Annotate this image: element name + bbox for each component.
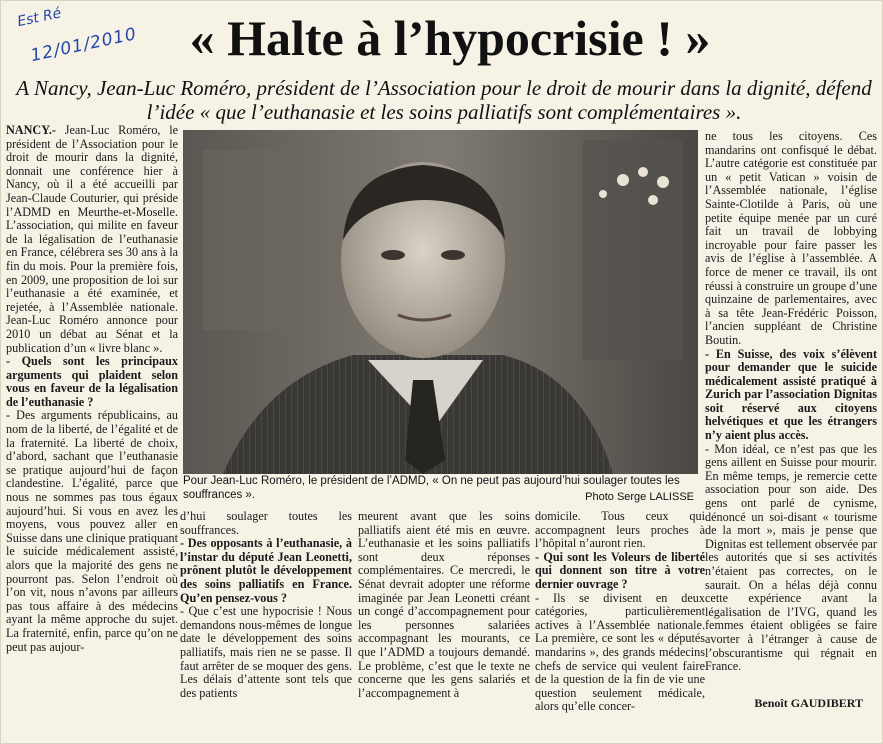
intro-text: Jean-Luc Roméro, le président de l’Association pour le droit de mourir dans la dignité, donnait une conférence hier à Nancy, où il a été accueilli par Jean-Claude Couturier, qui préside l’ADMD en Meurthe-et-Moselle. L’association, qui milite en faveur de la légalisation de l’euthanasie en France, célébrera ses 30 ans à la fin du mois. Pour la première fois, en 2009, une proposition de loi sur l’euthanasie a été examinée, et rejetée, à l’Assemblée nationale. Jean-Luc Roméro annonce pour 2010 un débat au Sénat et la publication d’un « livre blanc ». xyxy=(6,124,178,355)
dateline: NANCY.- xyxy=(6,124,56,137)
interview-answer: d’hui soulager toutes les souffrances. xyxy=(180,510,352,537)
article-column-1 xyxy=(6,124,178,724)
interview-answer: - Que c’est une hypocrisie ! Nous demandons nous-mêmes de longue date le développement des soins palliatifs, mais rien ne se passe. Il faut arrêter de se moquer des gens. Les délais d’attente sont tels que des patients xyxy=(180,604,352,700)
lead-paragraph: A Nancy, Jean-Luc Roméro, président de l’Association pour le droit de mourir dans la dignité, défend l’idée « que l’euthanasie et les soins palliatifs sont complémentaires ». xyxy=(16,76,872,124)
interview-question: - En Suisse, des voix s’élèvent pour demander que le suicide médicalement assisté pratiqué à Zurich par l’association Dignitas soit réservé aux citoyens helvétiques et que les étrangers n’y aient plus accès. xyxy=(705,346,877,443)
interview-answer: - Mon idéal, ce n’est pas que les gens aillent en Suisse pour mourir. En même temps, je remercie cette association pour son aide. Des gens ont parlé de cynisme, dénoncé un soi-disant « tourisme de la mort », mais je pense que Dignitas est tellement observée par les autorités que si ses activités n’étaient pas correctes, on le saurait. On a hélas déjà connu cette expérience avant la légalisation de l’IVG, quand les femmes étaient obligées se faire avorter à l’étranger à cause de l’obscurantisme qui régnait en France. xyxy=(705,441,877,674)
interview-answer: domicile. Tous ceux qui accompagnent leurs proches à l’hôpital n’auront rien. xyxy=(535,510,705,551)
interview-question: - Qui sont les Voleurs de liberté qui donnent son titre à votre dernier ouvrage ? xyxy=(535,549,705,591)
interview-answer: - Des arguments républicains, au nom de la liberté, de l’égalité et de la fraternité. La liberté de choix, d’abord, sachant que l’euthanasie se pratique aujourd’hui de façon clandestine. L’égalité, parce que nous ne sommes pas tous égaux aujourd’hui. Si vous en avez les moyens, vous pouvez aller en Suisse dans une clinique pratiquant le suicide médicalement assisté, alors que la majorité des gens ne pourront pas. Selon l’endroit où l’on vit, nous n’avons par ailleurs pas tous affaire à des médecins ayant la même approche du sujet. La fraternité, enfin, parce qu’on ne peut pas aujour- xyxy=(6,408,178,654)
interview-question: - Des opposants à l’euthanasie, à l’instar du député Jean Leonetti, prônent plutôt le développement des soins palliatifs en France. Qu’en pensez-vous ? xyxy=(180,536,352,605)
interview-answer: ne tous les citoyens. Ces mandarins ont confisqué le débat. L’autre catégorie est constituée par un « petit Vatican » voisin de l’Assemblée nationale, l’église Sainte-Clotilde à Paris, où une petite équipe menée par un curé fait un travail de lobbying incroyable pour faire passer les avis de l’église à l’assemblée. A force de mener ce travail, ils ont réussi à construire un groupe d’une quinzaine de parlementaires, avec à sa tête Jean-Frédéric Poisson, l’ancien suppléant de Christine Boutin. xyxy=(705,130,877,347)
portrait-photo xyxy=(183,130,698,474)
column-text xyxy=(6,124,178,355)
interview-answer: - Ils se divisent en deux catégories, particulièrement actives à l’Assemblée nationale. La première, ce sont les « députés mandarins », des grands médecins chefs de service qui veulent faire de la question de la fin de vie une question seulement médicale, alors qu’elle concer- xyxy=(535,590,705,714)
annotation-source: Est Ré xyxy=(15,5,63,31)
caption-text: Pour Jean-Luc Roméro, le président de l’ADMD, « On ne peut pas aujourd’hui soulager toutes les souffrances ». xyxy=(183,475,680,501)
photo-illustration xyxy=(183,130,698,474)
interview-question: - Quels sont les principaux arguments qui plaident selon vous en faveur de la légalisation de l’euthanasie ? xyxy=(6,354,178,409)
byline: Benoît GAUDIBERT xyxy=(754,696,863,710)
annotation-date: 12/01/2010 xyxy=(28,24,139,67)
article-column-4 xyxy=(535,510,705,720)
interview-answer: meurent avant que les soins palliatifs aient été mis en œuvre. L’euthanasie et les soins palliatifs sont deux réponses complémentaires. Ce mercredi, le Sénat devrait adopter une réforme imaginée par Jean Leonetti créant un congé d’accompagnement pour les personnes salariées accompagnant les mourants, ce que l’ADMD a toujours demandé. Le problème, c’est que le texte ne concerne que les gens salariés et l’accompagnement à xyxy=(358,510,530,700)
photo-credit: Photo Serge LALISSE xyxy=(585,491,694,503)
headline: « Halte à l’hypocrisie ! » xyxy=(189,10,711,66)
photo-caption xyxy=(183,474,698,508)
article-column-5 xyxy=(705,130,877,695)
article-column-3 xyxy=(358,510,530,720)
article-column-2 xyxy=(180,510,352,720)
